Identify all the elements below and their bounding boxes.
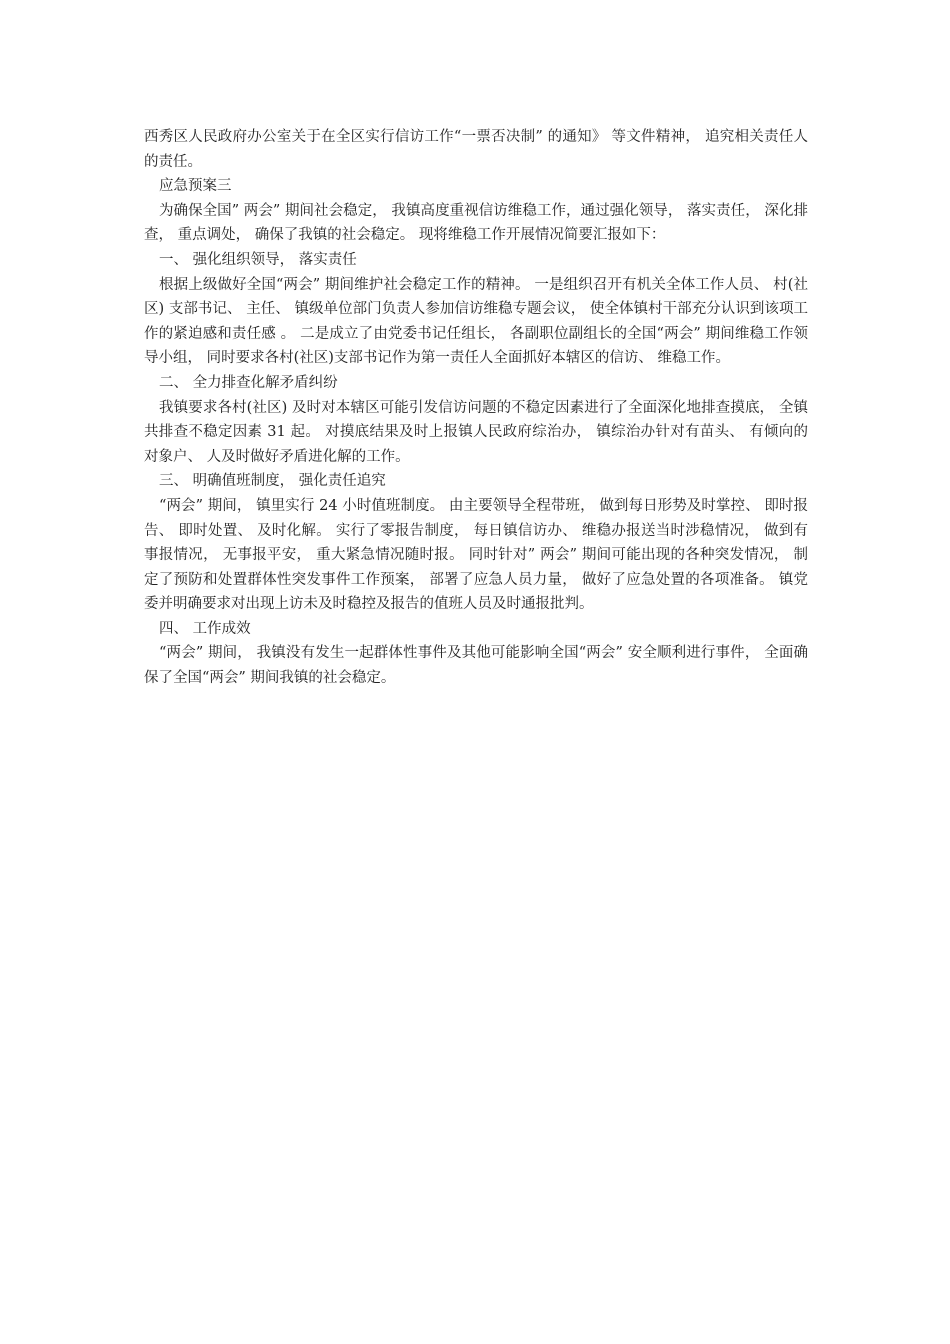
paragraph-section-2: 我镇要求各村(社区) 及时对本辖区可能引发信访问题的不稳定因素进行了全面深化地排查摸底， 全镇共排查不稳定因素 31 起。 对摸底结果及时上报镇人民政府综治办， 镇综治办针对有苗头、 有倾向的对象户、 人及时做好矛盾进化解的工作。 (144, 399, 808, 465)
paragraph-intro: 西秀区人民政府办公室关于在全区实行信访工作“一票否决制” 的通知》 等文件精神， 追究相关责任人的责任。 (144, 129, 808, 170)
document-body (144, 125, 808, 691)
paragraph-section-4: “两会” 期间， 我镇没有发生一起群体性事件及其他可能影响全国“两会” 安全顺利进行事件， 全面确保了全国“两会” 期间我镇的社会稳定。 (144, 645, 808, 687)
heading-section-4: 四、 工作成效 (159, 620, 251, 637)
paragraph-section-3: “两会” 期间， 镇里实行 24 小时值班制度。 由主要领导全程带班， 做到每日形势及时掌控、 即时报告、 即时处置、 及时化解。 实行了零报告制度， 每日镇信访办、 维稳办报送当时涉稳情况， 做到有事报情况， 无事报平安， 重大紧急情况随时报。 同时针对” 两会” 期间可能出现的各种突发情况， 制定了预防和处置群体性突发事件工作预案， 部署了应急人员力量， 做好了应急处置的各项准备。 镇党委并明确要求对出现上访未及时稳控及报告的值班人员及时通报批判。 (144, 497, 808, 613)
heading-section-2: 二、 全力排查化解矛盾纠纷 (159, 374, 338, 391)
heading-section-3: 三、 明确值班制度， 强化责任追究 (159, 473, 386, 490)
heading-emergency-plan: 应急预案三 (159, 178, 232, 195)
paragraph-section-1: 根据上级做好全国“两会” 期间维护社会稳定工作的精神。 一是组织召开有机关全体工作人员、 村(社区) 支部书记、 主任、 镇级单位部门负责人参加信访维稳专题会议， 使全体镇村干部充分认识到该项工作的紧迫感和责任感 。 二是成立了由党委书记任组长， 各副职位副组长的全国“两会” 期间维稳工作领导小组， 同时要求各村(社区)支部书记作为第一责任人全面抓好本辖区的信访、 维稳工作。 (144, 276, 808, 367)
heading-section-1: 一、 强化组织领导， 落实责任 (159, 251, 357, 268)
paragraph-overview: 为确保全国” 两会” 期间社会稳定， 我镇高度重视信访维稳工作，通过强化领导， 落实责任， 深化排查， 重点调处， 确保了我镇的社会稳定。 现将维稳工作开展情况简要汇报如下： (144, 202, 808, 244)
